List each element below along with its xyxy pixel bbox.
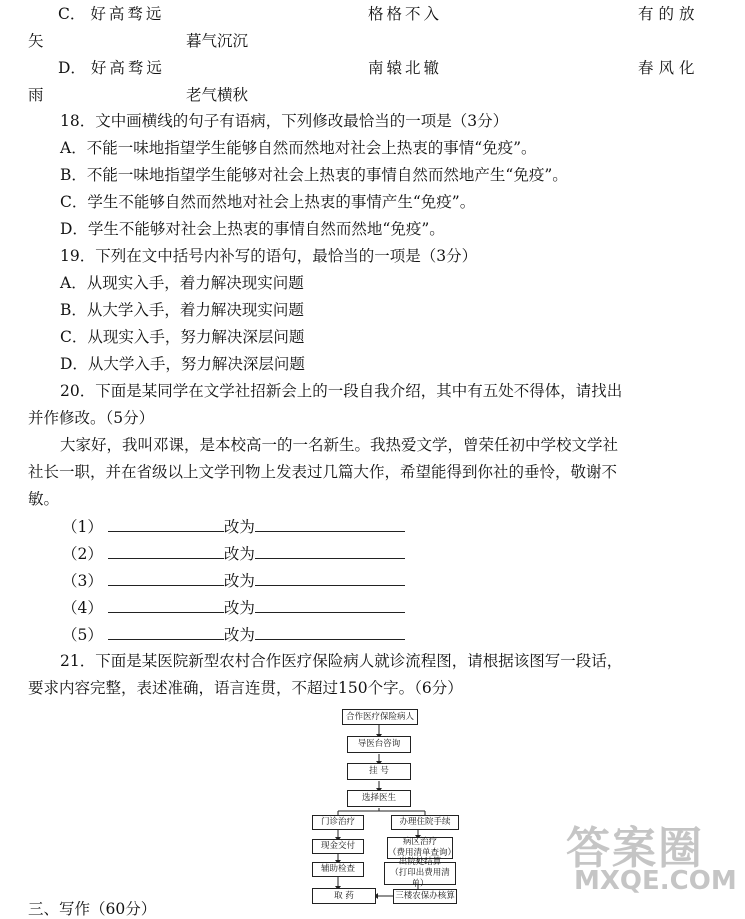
answer-row-4 [62,597,405,618]
hospital-flowchart [300,705,470,910]
section-3-heading-cut: 三、写作（60分） [28,900,157,918]
flow-node-choose-doctor: 选择医生 [347,790,411,807]
discharge-label: 出院处结算 [398,857,442,867]
answer-row-1 [62,516,405,537]
flow-node-auxiliary-exam: 辅助检查 [312,862,364,877]
q20-stem-line1: 20．下面是某同学在文学社招新会上的一段自我介绍，其中有五处不得体，请找出 [60,382,623,400]
idiom-1: 好高骛远 [90,5,165,23]
watermark-brand: 答案圈 [566,823,704,874]
q18-option-c: C．学生不能够自然而然地对社会上热衷的事情产生“免疫”。 [60,193,476,211]
answer-blank-original[interactable] [108,570,224,586]
q19-stem: 19．下列在文中括号内补写的语句，最恰当的一项是（3分） [60,247,478,265]
flow-node-insurance-office: 三楼农保办核算 [393,889,457,904]
watermark-site: MXQE.COM [574,866,737,896]
row-number: （3） [62,572,103,590]
q18-option-a: A．不能一味地指望学生能够自然而然地对社会上热衷的事情“免疫”。 [60,139,537,157]
q17-d-idiom-3b: 雨 [28,86,44,104]
idiom-1: 好高骛远 [90,59,165,77]
flow-node-outpatient: 门诊治疗 [312,815,364,830]
change-to-label: 改为 [223,545,255,563]
q21-stem-line2: 要求内容完整，表述准确，语言连贯，不超过150个字。（6分） [28,679,463,697]
q20-stem-line2: 并作修改。（5分） [28,409,155,427]
change-to-label: 改为 [223,572,255,590]
ward-treatment-note: （费用清单查询） [388,848,457,858]
answer-blank-revised[interactable] [255,543,405,559]
answer-blank-revised[interactable] [255,516,405,532]
q18-option-d: D．学生不能够对社会上热衷的事情自然而然地“免疫”。 [60,220,445,238]
q17-c-idiom-3a: 有的放 [638,5,700,23]
q18-stem: 18．文中画横线的句子有语病，下列修改最恰当的一项是（3分） [60,112,509,130]
q20-passage-line3: 敏。 [28,490,60,508]
q19-option-b: B．从大学入手，着力解决现实问题 [60,301,304,319]
q17-option-d [58,58,165,78]
q17-option-c [58,4,164,24]
change-to-label: 改为 [223,626,255,644]
q17-d-idiom-4: 老气横秋 [186,86,249,104]
q21-stem-line1: 21．下面是某医院新型农村合作医疗保险病人就诊流程图，请根据该图写一段话， [60,652,623,670]
answer-blank-revised[interactable] [255,624,405,640]
q17-c-idiom-3b: 矢 [28,32,44,50]
q17-c-idiom-2: 格格不入 [368,5,443,23]
answer-blank-original[interactable] [108,597,224,613]
answer-blank-original[interactable] [108,543,224,559]
flow-node-cash-payment: 现金交付 [312,839,364,854]
q17-d-idiom-3a: 春风化 [638,59,700,77]
option-letter: D． [58,59,86,77]
q20-passage-line1: 大家好，我叫邓课，是本校高一的一名新生。我热爱文学，曾荣任初中学校文学社 [60,436,619,454]
change-to-label: 改为 [223,518,255,536]
flow-node-registration: 挂 号 [347,763,411,780]
flow-node-ward-treatment [387,837,457,859]
q20-passage-line2: 社长一职，并在省级以上文学刊物上发表过几篇大作，希望能得到你社的垂怜，敬谢不 [28,463,618,481]
q19-option-c: C．从现实入手，努力解决深层问题 [60,328,305,346]
answer-row-5 [62,624,405,645]
flow-node-admission: 办理住院手续 [391,815,459,830]
answer-blank-revised[interactable] [255,570,405,586]
row-number: （1） [62,518,103,536]
q18-option-b: B．不能一味地指望学生能够对社会上热衷的事情自然而然地产生“免疫”。 [60,166,568,184]
answer-blank-revised[interactable] [255,597,405,613]
row-number: （2） [62,545,103,563]
flow-node-insured-patient: 合作医疗保险病人 [342,709,418,725]
q19-option-a: A．从现实入手，着力解决现实问题 [60,274,304,292]
option-letter: C． [58,5,86,23]
row-number: （4） [62,599,103,617]
answer-blank-original[interactable] [108,516,224,532]
answer-blank-original[interactable] [108,624,224,640]
flow-node-discharge-settlement [384,857,456,889]
q17-c-idiom-4: 暮气沉沉 [186,32,249,50]
discharge-note: （打印出费用清单） [390,868,450,889]
flow-node-guide-desk: 导医台咨询 [347,736,411,753]
q17-d-idiom-2: 南辕北辙 [368,59,443,77]
change-to-label: 改为 [223,599,255,617]
flow-node-get-medicine: 取 药 [312,888,376,904]
answer-row-2 [62,543,405,564]
answer-row-3 [62,570,405,591]
q19-option-d: D．从大学入手，努力解决深层问题 [60,355,305,373]
row-number: （5） [62,626,103,644]
ward-treatment-label: 病区治疗 [402,837,437,847]
